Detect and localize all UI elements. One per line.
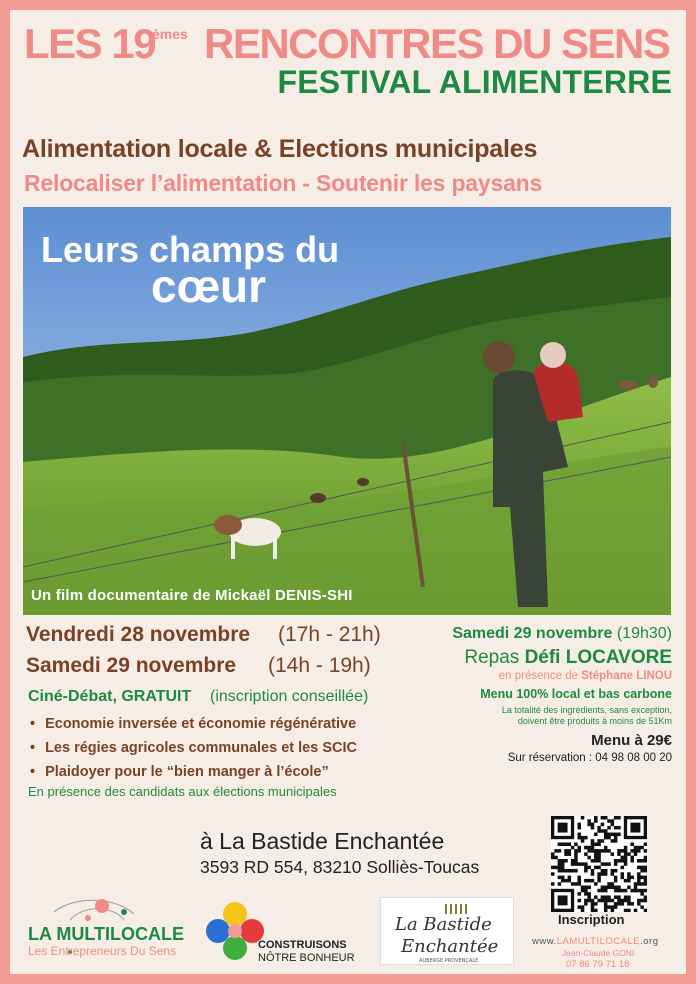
menu-description: Menu 100% local et bas carbone <box>480 687 672 701</box>
film-credit: Un film documentaire de Mickaël DENIS-SHI <box>31 587 353 604</box>
venue-address: 3593 RD 554, 83210 Solliès-Toucas <box>200 857 480 877</box>
dinner-label: Repas <box>464 647 520 668</box>
bullet-item: • Economie inversée et économie régénérative <box>30 716 356 732</box>
candidates-note: En présence des candidats aux élections municipales <box>28 784 337 799</box>
contact-name: Jean-Claude GONI <box>562 948 635 958</box>
bullet-item: • Les régies agricoles communales et les SCIC <box>30 740 357 756</box>
title-superscript: èmes <box>152 26 188 42</box>
hours-saturday: (14h - 19h) <box>268 654 371 677</box>
theme-heading: Alimentation locale & Elections municipales <box>22 135 538 163</box>
poster <box>10 10 686 974</box>
website-name: LAMULTILOCALE <box>556 936 641 947</box>
qr-code-icon[interactable] <box>551 816 647 912</box>
dinner-date-line <box>452 625 672 643</box>
dinner-guest-name: Stéphane LINOU <box>581 670 672 682</box>
ingredients-note-2: doivent être produits à moins de 51Km <box>517 716 672 726</box>
bastide-logo <box>380 897 514 965</box>
venue-name: à La Bastide Enchantée <box>200 828 445 854</box>
menu-price: Menu à 29€ <box>591 732 672 749</box>
website-link[interactable] <box>532 936 658 947</box>
bastide-logo-line2: Enchantée <box>401 936 499 957</box>
ingredients-note-1: La totalité des ingrédients, sans exception, <box>501 705 672 715</box>
bastide-logo-line3: AUBERGE PROVENÇALE <box>419 958 479 964</box>
dinner-guest-prefix: en présence de <box>498 670 579 682</box>
cine-debat-label: Ciné-Débat, GRATUIT <box>28 688 192 705</box>
reservation-phone: Sur réservation : 04 98 08 00 20 <box>507 752 672 764</box>
dinner-name: Défi LOCAVORE <box>524 647 672 668</box>
dinner-hour: (19h30) <box>616 625 672 642</box>
dinner-date: Samedi 29 novembre <box>452 625 613 642</box>
film-title-line1: Leurs champs du <box>41 229 340 270</box>
date-saturday: Samedi 29 novembre <box>26 654 237 677</box>
dinner-guest-line <box>499 670 672 682</box>
construisons-line2: NÔTRE BONHEUR <box>258 952 355 964</box>
title-line2: FESTIVAL ALIMENTERRE <box>277 64 672 100</box>
hours-friday: (17h - 21h) <box>278 623 381 646</box>
film-title-line2: cœur <box>151 260 266 312</box>
subtheme-heading: Relocaliser l’alimentation - Soutenir les paysans <box>24 170 543 196</box>
inscription-label: Inscription <box>558 912 625 927</box>
title-line1-prefix: LES 19 <box>24 20 156 67</box>
construisons-line1: CONSTRUISONS <box>258 939 347 951</box>
dinner-title-line <box>464 647 672 669</box>
title-line1: RENCONTRES DU SENS <box>204 20 670 67</box>
bastide-logo-artwork <box>381 898 515 966</box>
website-prefix: www. <box>532 936 557 947</box>
bastide-logo-line1: La Bastide <box>395 914 492 935</box>
bullet-item: • Plaidoyer pour le “bien manger à l’école” <box>30 764 329 780</box>
lamultilocale-tagline: Les Entrepreneurs Du Sens <box>28 944 177 958</box>
lamultilocale-name: LA MULTILOCALE <box>28 924 184 944</box>
cine-debat-info: (inscription conseillée) <box>210 688 369 705</box>
website-suffix: .org <box>640 936 659 947</box>
contact-phone: 07 86 79 71 18 <box>566 959 630 970</box>
date-friday: Vendredi 28 novembre <box>26 623 251 646</box>
film-photo <box>23 207 671 615</box>
